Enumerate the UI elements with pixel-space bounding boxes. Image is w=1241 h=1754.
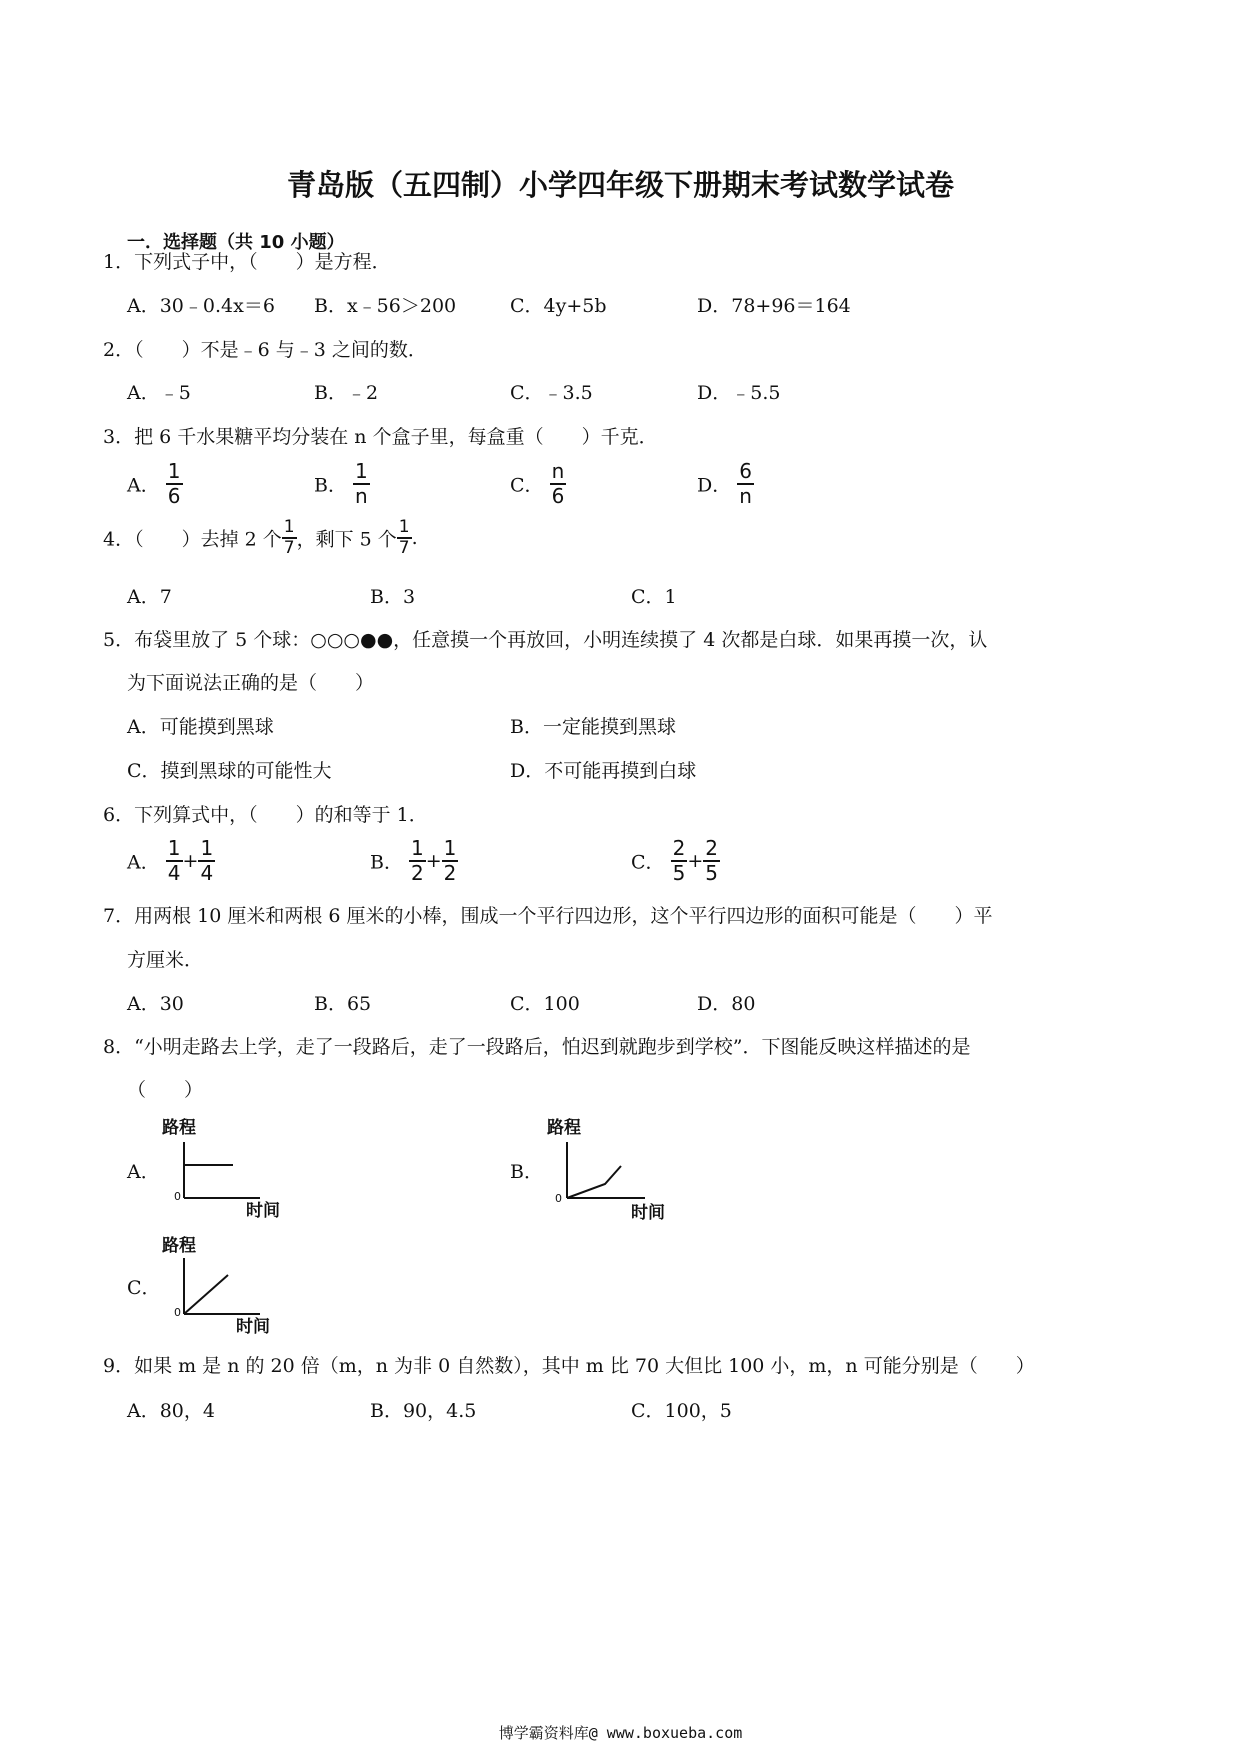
- option-label: B．: [314, 474, 347, 497]
- option-label: A．: [127, 474, 160, 497]
- q3-option-a: [127, 460, 183, 508]
- fraction: $\frac{2}{5}$: [705, 836, 718, 885]
- q3-option-d: [697, 460, 754, 508]
- question-9-stem: 9．如果 m 是 n 的 20 倍（m，n 为非 0 自然数），其中 m 比 70 大但比 100 小，m，n 可能分别是（ ）: [103, 1355, 1035, 1377]
- q1-option-c: C．4y+5b: [510, 295, 607, 317]
- option-label: A．: [127, 851, 160, 874]
- q2-option-a: A．﹣5: [127, 382, 191, 404]
- question-3-stem: 3．把 6 千水果糖平均分装在 n 个盒子里，每盒重（ ）千克．: [103, 426, 658, 448]
- q4-option-c: C．1: [631, 586, 677, 608]
- q5-option-d: D．不可能再摸到白球: [510, 760, 697, 782]
- q3-option-b: [314, 460, 370, 508]
- q5-option-a: A．可能摸到黑球: [127, 716, 274, 738]
- origin-label: 0: [555, 1192, 562, 1205]
- fraction: $\frac{2}{5}$: [672, 836, 686, 885]
- q5-option-c: C．摸到黑球的可能性大: [127, 760, 332, 782]
- q8-graph-b: [545, 1112, 685, 1222]
- fraction: $\frac{1}{7}$: [283, 517, 295, 558]
- x-axis-label: 时间: [631, 1203, 665, 1223]
- q9-option-a: A．80，4: [127, 1400, 215, 1422]
- y-axis-label: 路程: [162, 1118, 196, 1138]
- q8-option-c: C．: [127, 1277, 161, 1299]
- question-4-stem: 4．（ ）去掉 2 个 $\frac{1}{7}$ ，剩下 5 个 $\frac{1}{7}$ .: [103, 517, 418, 558]
- q7-option-c: C．100: [510, 993, 580, 1015]
- question-7-stem-line-2: 方厘米．: [127, 949, 204, 971]
- option-label: B．: [370, 851, 403, 874]
- origin-label: 0: [174, 1306, 181, 1319]
- fraction: $\frac{1}{2}$: [411, 836, 424, 885]
- fraction: $\frac{6}{n}$: [739, 459, 753, 508]
- q9-option-b: B．90，4.5: [370, 1400, 477, 1422]
- question-5-stem-line-1: 5．布袋里放了 5 个球：○○○●●，任意摸一个再放回，小明连续摸了 4 次都是白球．如果再摸一次，认: [103, 629, 988, 651]
- question-8-stem-line-2: （ ）: [127, 1079, 204, 1101]
- q4-option-a: A．7: [127, 586, 172, 608]
- q2-option-b: B．﹣2: [314, 382, 379, 404]
- q5-option-b: B．一定能摸到黑球: [510, 716, 676, 738]
- q6-option-c: C． $\frac{2}{5}$ + $\frac{2}{5}$: [631, 836, 718, 885]
- q9-option-c: C．100，5: [631, 1400, 732, 1422]
- q4-option-b: B．3: [370, 586, 416, 608]
- fraction: $\frac{1}{7}$: [398, 517, 410, 558]
- y-axis-label: 路程: [547, 1118, 581, 1138]
- q8-option-a: A．: [127, 1161, 160, 1183]
- fraction: $\frac{n}{6}$: [551, 459, 565, 508]
- q7-option-d: D．80: [697, 993, 756, 1015]
- q8-graph-a: [160, 1112, 300, 1222]
- option-label: D．: [697, 474, 732, 497]
- q1-option-a: A．30﹣0.4x＝6: [127, 295, 275, 317]
- q8-option-b: B．: [510, 1161, 543, 1183]
- q1-option-d: D．78+96＝164: [697, 295, 851, 317]
- question-6-stem: 6．下列算式中，（ ）的和等于 1．: [103, 804, 428, 826]
- question-8-stem-line-1: 8．“小明走路去上学，走了一段路后，走了一段路后，怕迟到就跑步到学校”．下图能反映这样描述的是: [103, 1036, 971, 1058]
- question-7-stem-line-1: 7．用两根 10 厘米和两根 6 厘米的小棒，围成一个平行四边形，这个平行四边形的面积可能是（ ）平: [103, 905, 993, 927]
- y-axis-label: 路程: [162, 1236, 196, 1256]
- q3-option-c: [510, 460, 566, 508]
- question-2-stem: 2．（ ）不是﹣6 与﹣3 之间的数．: [103, 339, 427, 361]
- question-1-stem: 1．下列式子中，（ ）是方程．: [103, 251, 391, 273]
- q6-option-a: A． $\frac{1}{4}$ + $\frac{1}{4}$: [127, 836, 214, 885]
- fraction: $\frac{1}{n}$: [355, 459, 368, 508]
- q6-option-b: B． $\frac{1}{2}$ + $\frac{1}{2}$: [370, 836, 457, 885]
- fraction: $\frac{1}{4}$: [200, 836, 214, 885]
- q7-option-b: B．65: [314, 993, 372, 1015]
- q1-option-b: B．x﹣56＞200: [314, 295, 457, 317]
- fraction: $\frac{1}{2}$: [443, 836, 457, 885]
- q8-graph-c: [160, 1230, 300, 1340]
- fraction: $\frac{1}{6}$: [167, 459, 181, 508]
- q2-option-c: C．﹣3.5: [510, 382, 593, 404]
- x-axis-label: 时间: [246, 1201, 280, 1221]
- option-label: C．: [631, 851, 665, 874]
- origin-label: 0: [174, 1190, 181, 1203]
- section-heading: 一．选择题（共 10 小题）: [127, 232, 345, 253]
- q7-option-a: A．30: [127, 993, 184, 1015]
- option-label: C．: [510, 474, 544, 497]
- x-axis-label: 时间: [236, 1317, 270, 1337]
- question-5-stem-line-2: 为下面说法正确的是（ ）: [127, 672, 375, 694]
- fraction: $\frac{1}{4}$: [167, 836, 181, 885]
- q2-option-d: D．﹣5.5: [697, 382, 781, 404]
- footer-watermark: 博学霸资料库@ www.boxueba.com: [498, 1724, 743, 1742]
- page-title: 青岛版（五四制）小学四年级下册期末考试数学试卷: [286, 168, 954, 202]
